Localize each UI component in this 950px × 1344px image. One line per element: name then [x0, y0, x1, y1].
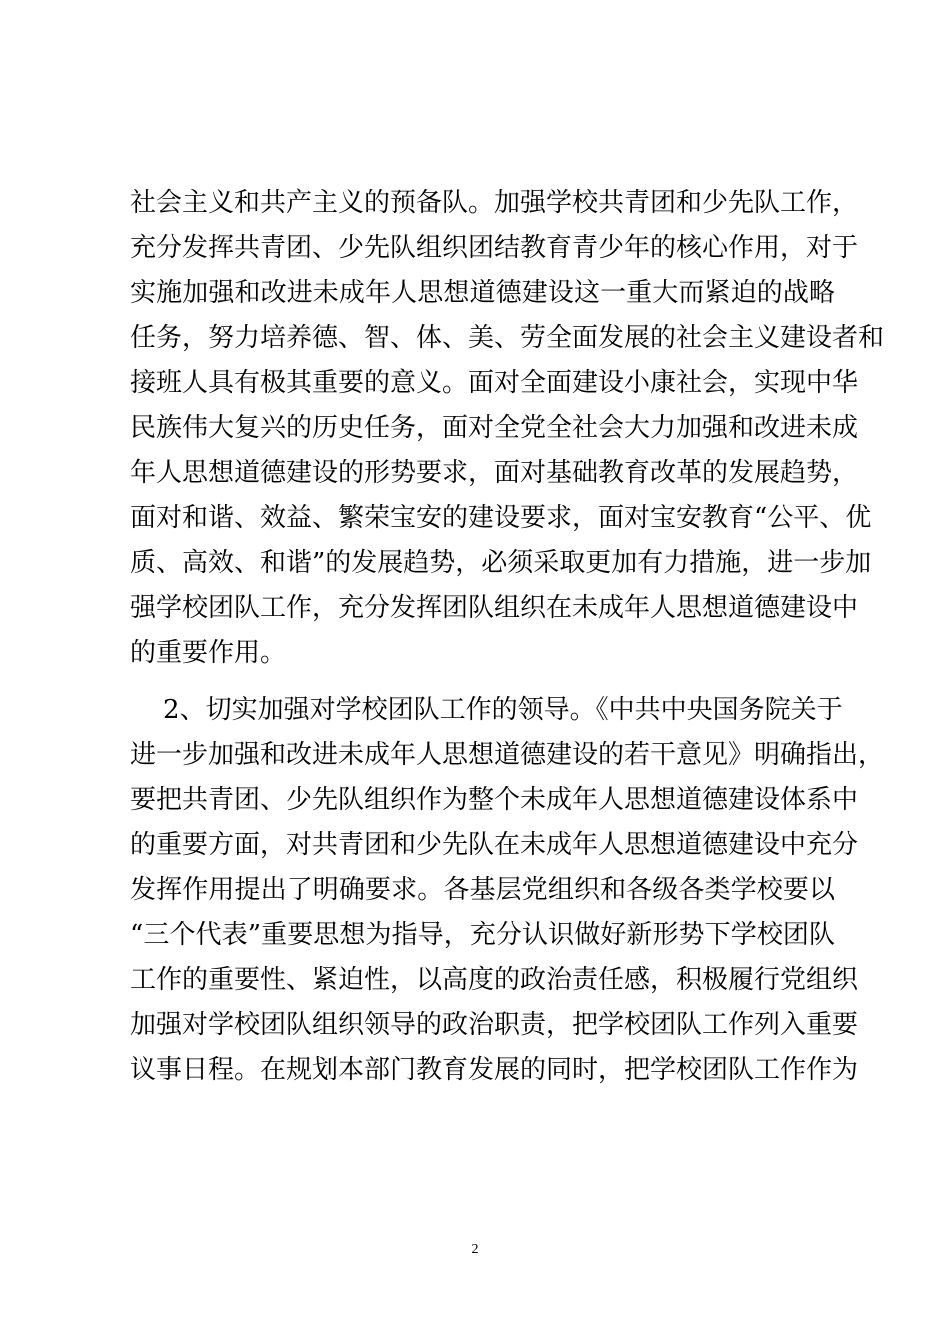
- text-line: 发挥作用提出了明确要求。各基层党组织和各级各类学校要以: [130, 875, 835, 905]
- text-line: 民族伟大复兴的历史任务，面对全党全社会大力加强和改进未成: [130, 413, 859, 443]
- text-line: 质、高效、和谐”的发展趋势，必须采取更加有力措施，进一步加: [130, 548, 872, 578]
- paragraph-1: [130, 181, 885, 676]
- paragraph-2: [130, 688, 885, 1093]
- text-line: 强学校团队工作，充分发挥团队组织在未成年人思想道德建设中: [130, 593, 859, 623]
- text-line: 加强对学校团队组织领导的政治职责，把学校团队工作列入重要: [130, 1010, 859, 1040]
- text-line: “三个代表”重要思想为指导，充分认识做好新形势下学校团队: [130, 920, 835, 950]
- text-line: 接班人具有极其重要的意义。面对全面建设小康社会，实现中华: [130, 368, 859, 398]
- text-line: 面对和谐、效益、繁荣宝安的建设要求，面对宝安教育“公平、优: [130, 503, 872, 533]
- text-line: 年人思想道德建设的形势要求，面对基础教育改革的发展趋势，: [130, 458, 859, 488]
- page-number: 2: [471, 1242, 479, 1257]
- text-line: 要把共青团、少先队组织作为整个未成年人思想道德建设体系中: [130, 785, 859, 815]
- text-line: 充分发挥共青团、少先队组织团结教育青少年的核心作用，对于: [130, 233, 859, 263]
- text-line: 社会主义和共产主义的预备队。加强学校共青团和少先队工作，: [130, 188, 859, 218]
- document-body: [130, 181, 885, 1093]
- text-line: 2、切实加强对学校团队工作的领导。《中共中央国务院关于: [130, 695, 843, 725]
- text-line: 的重要作用。: [130, 638, 287, 668]
- text-line: 任务，努力培养德、智、体、美、劳全面发展的社会主义建设者和: [130, 323, 885, 353]
- text-line: 的重要方面，对共青团和少先队在未成年人思想道德建设中充分: [130, 830, 859, 860]
- text-line: 进一步加强和改进未成年人思想道德建设的若干意见》明确指出，: [130, 740, 885, 770]
- text-line: 工作的重要性、紧迫性，以高度的政治责任感，积极履行党组织: [130, 965, 859, 995]
- text-line: 议事日程。在规划本部门教育发展的同时，把学校团队工作作为: [130, 1055, 859, 1085]
- text-line: 实施加强和改进未成年人思想道德建设这一重大而紧迫的战略: [130, 278, 835, 308]
